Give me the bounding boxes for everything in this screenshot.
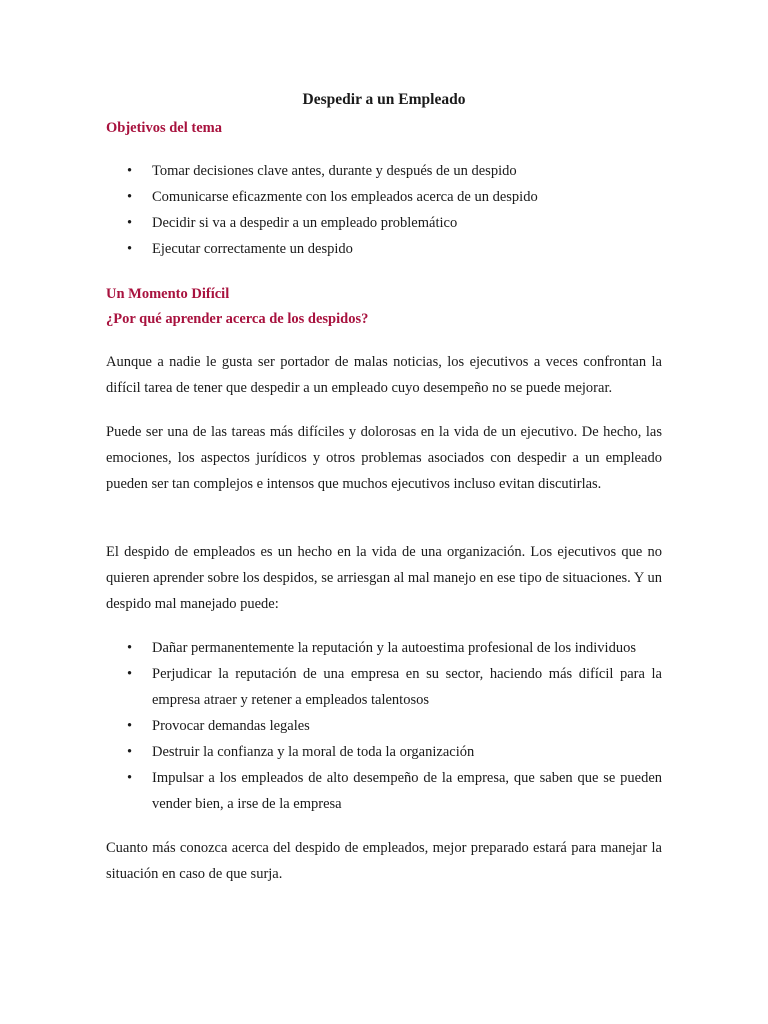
- list-item: • Tomar decisiones clave antes, durante y después de un despido: [106, 158, 662, 184]
- objectives-heading: Objetivos del tema: [106, 120, 222, 136]
- list-item: • Comunicarse eficazmente con los empleados acerca de un despido: [106, 184, 662, 210]
- objectives-list: [106, 158, 662, 262]
- paragraph: El despido de empleados es un hecho en la vida de una organización. Los ejecutivos que no quieren aprender sobre los despidos, se arriesgan al mal manejo en ese tipo de situaciones. Y un despido mal manejado puede:: [106, 544, 662, 612]
- list-item: • Decidir si va a despedir a un empleado problemático: [106, 210, 662, 236]
- consequences-list: [106, 635, 662, 817]
- page-title: Despedir a un Empleado: [302, 91, 466, 108]
- list-item: • Dañar permanentemente la reputación y la autoestima profesional de los individuos: [106, 635, 662, 661]
- closing-paragraph: Cuanto más conozca acerca del despido de empleados, mejor preparado estará para manejar la situación en caso de que surja.: [106, 840, 662, 882]
- list-item: • Provocar demandas legales: [106, 713, 662, 739]
- list-item: • Perjudicar la reputación de una empresa en su sector, haciendo más difícil para la empresa atraer y retener a empleados talentosos: [106, 661, 662, 713]
- list-item: • Ejecutar correctamente un despido: [106, 236, 662, 262]
- section-heading: Un Momento Difícil: [106, 286, 230, 302]
- paragraph: Aunque a nadie le gusta ser portador de malas noticias, los ejecutivos a veces confrontan la difícil tarea de tener que despedir a un empleado cuyo desempeño no se puede mejorar.: [106, 354, 662, 396]
- paragraph: Puede ser una de las tareas más difíciles y dolorosas en la vida de un ejecutivo. De hecho, las emociones, los aspectos jurídicos y otros problemas asociados con despedir a un empleado pueden ser tan complejos e intensos que muchos ejecutivos incluso evitan discutirlas.: [106, 424, 662, 492]
- section-subheading: ¿Por qué aprender acerca de los despidos?: [106, 311, 369, 327]
- list-item: • Impulsar a los empleados de alto desempeño de la empresa, que saben que se pueden vender bien, a irse de la empresa: [106, 765, 662, 817]
- list-item: • Destruir la confianza y la moral de toda la organización: [106, 739, 662, 765]
